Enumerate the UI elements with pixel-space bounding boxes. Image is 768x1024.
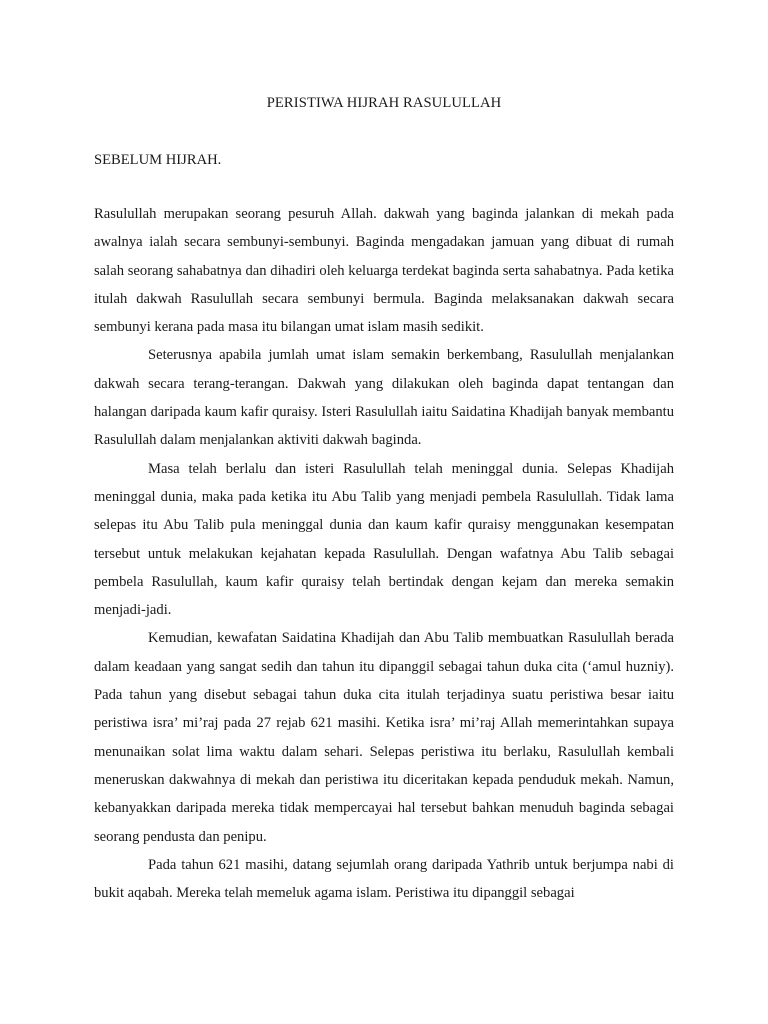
paragraph-3: Masa telah berlalu dan isteri Rasulullah telah meninggal dunia. Selepas Khadijah meninggal dunia, maka pada ketika itu Abu Talib yang menjadi pembela Rasulullah. Tidak lama selepas itu Abu Talib pula meninggal dunia dan kaum kafir quraisy menggunakan kesempatan tersebut untuk melakukan kejahatan kepada Rasulullah. Dengan wafatnya Abu Talib sebagai pembela Rasulullah, kaum kafir quraisy telah bertindak dengan kejam dan mereka semakin menjadi-jadi. (94, 460, 674, 619)
paragraph-5: Pada tahun 621 masihi, datang sejumlah orang daripada Yathrib untuk berjumpa nabi di bukit aqabah. Mereka telah memeluk agama islam. Peristiwa itu dipanggil sebagai (94, 856, 674, 902)
paragraph-1: Rasulullah merupakan seorang pesuruh Allah. dakwah yang baginda jalankan di mekah pada awalnya ialah secara sembunyi-sembunyi. Baginda mengadakan jamuan yang dibuat di rumah salah seorang sahabatnya dan dihadiri oleh keluarga terdekat baginda serta sahabatnya. Pada ketika itulah dakwah Rasulullah secara sembunyi bermula. Baginda melaksanakan dakwah secara sembunyi kerana pada masa itu bilangan umat islam masih sedikit. (94, 206, 674, 336)
paragraph-2: Seterusnya apabila jumlah umat islam semakin berkembang, Rasulullah menjalankan dakwah secara terang-terangan. Dakwah yang dilakukan oleh baginda dapat tentangan dan halangan daripada kaum kafir quraisy. Isteri Rasulullah iaitu Saidatina Khadijah banyak membantu Rasulullah dalam menjalankan aktiviti dakwah baginda. (94, 347, 674, 449)
document-body (94, 200, 674, 907)
section-heading: SEBELUM HIJRAH. (94, 152, 222, 168)
paragraph-4: Kemudian, kewafatan Saidatina Khadijah dan Abu Talib membuatkan Rasulullah berada dalam keadaan yang sangat sedih dan tahun itu dipanggil sebagai tahun duka cita (‘amul huzniy). Pada tahun yang disebut sebagai tahun duka cita itulah terjadinya suatu peristiwa besar iaitu peristiwa isra’ mi’raj pada 27 rejab 621 masihi. Ketika isra’ mi’raj Allah memerintahkan supaya menunaikan solat lima waktu dalam sehari. Selepas peristiwa itu berlaku, Rasulullah kembali meneruskan dakwahnya di mekah dan peristiwa itu diceritakan kepada penduduk mekah. Namun, kebanyakkan daripada mereka tidak mempercayai hal tersebut bahkan menuduh baginda sebagai seorang pendusta dan penipu. (94, 630, 674, 845)
document-title: PERISTIWA HIJRAH RASULULLAH (266, 95, 502, 111)
